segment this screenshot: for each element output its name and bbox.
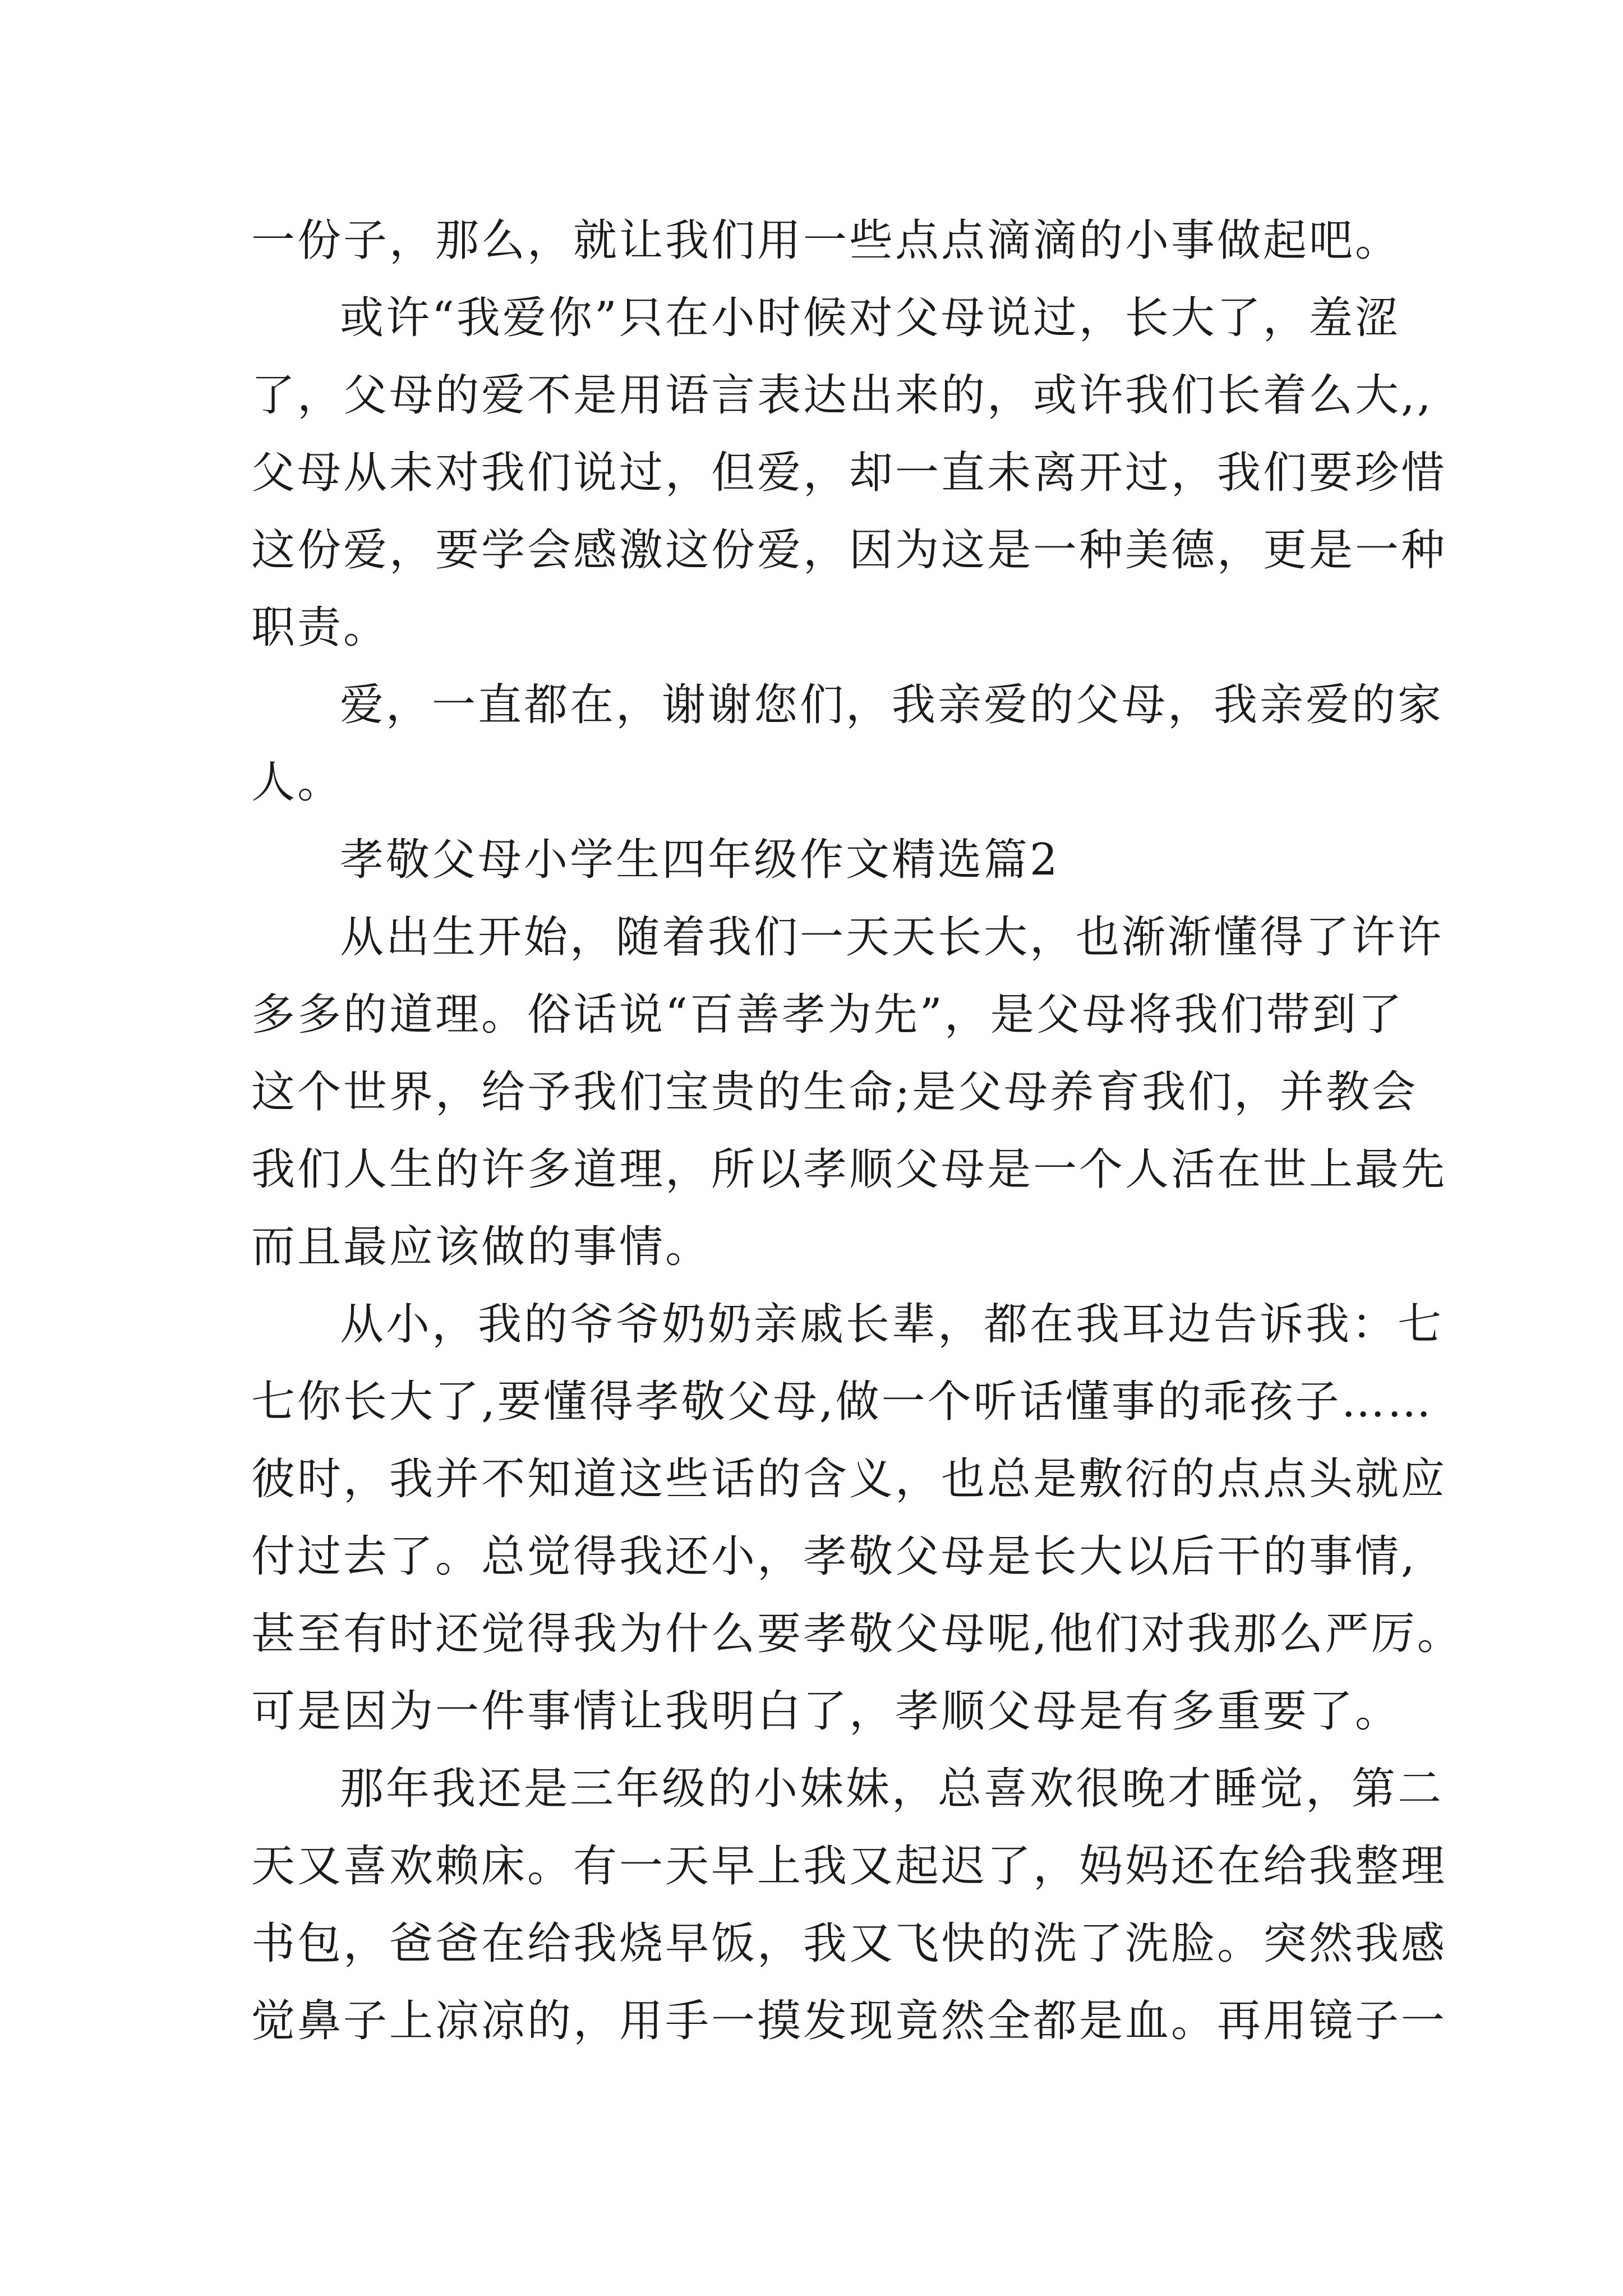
text-line: 了，父母的爱不是用语言表达出来的，或许我们长着么大,, [251,370,1433,421]
text-line: 可是因为一件事情让我明白了，孝顺父母是有多重要了。 [251,1686,1401,1737]
section-heading: 孝敬父母小学生四年级作文精选篇2 [340,835,1060,885]
text-line: 多多的道理。俗话说“百善孝为先”，是父母将我们带到了 [251,990,1404,1040]
text-line: 我们人生的许多道理，所以孝顺父母是一个人活在世上最先 [251,1144,1447,1195]
text-line: 七你长大了,要懂得孝敬父母,做一个听话懂事的乖孩子…… [251,1377,1433,1427]
text-line: 爱，一直都在，谢谢您们，我亲爱的父母，我亲爱的家 [340,680,1444,730]
text-line: 一份子，那么，就让我们用一些点点滴滴的小事做起吧。 [251,215,1401,266]
text-line: 付过去了。总觉得我还小，孝敬父母是长大以后干的事情, [251,1531,1417,1582]
text-line: 这份爱，要学会感激这份爱，因为这是一种美德，更是一种 [251,525,1447,576]
text-line: 这个世界，给予我们宝贵的生命;是父母养育我们，并教会 [251,1067,1418,1117]
text-line: 彼时，我并不知道这些话的含义，也总是敷衍的点点头就应 [251,1454,1447,1504]
text-line: 职责。 [251,602,390,653]
text-line: 从出生开始，随着我们一天天长大，也渐渐懂得了许许 [340,912,1444,963]
text-line: 从小，我的爷爷奶奶亲戚长辈，都在我耳边告诉我：七 [340,1299,1444,1350]
text-line: 而且最应该做的事情。 [251,1222,712,1272]
text-line: 觉鼻子上凉凉的，用手一摸发现竟然全都是血。再用镜子一 [251,1996,1447,2046]
text-line: 人。 [251,757,344,808]
text-line: 甚至有时还觉得我为什么要孝敬父母呢,他们对我那么严厉。 [251,1609,1463,1659]
text-line: 天又喜欢赖床。有一天早上我又起迟了，妈妈还在给我整理 [251,1841,1447,1892]
text-line: 那年我还是三年级的小妹妹，总喜欢很晚才睡觉，第二 [340,1764,1444,1814]
text-line: 书包，爸爸在给我烧早饭，我又飞快的洗了洗脸。突然我感 [251,1918,1447,1969]
text-line: 父母从未对我们说过，但爱，却一直未离开过，我们要珍惜 [251,448,1447,498]
document-body [251,202,1463,2060]
text-line: 或许“我爱你”只在小时候对父母说过，长大了，羞涩 [340,293,1401,343]
